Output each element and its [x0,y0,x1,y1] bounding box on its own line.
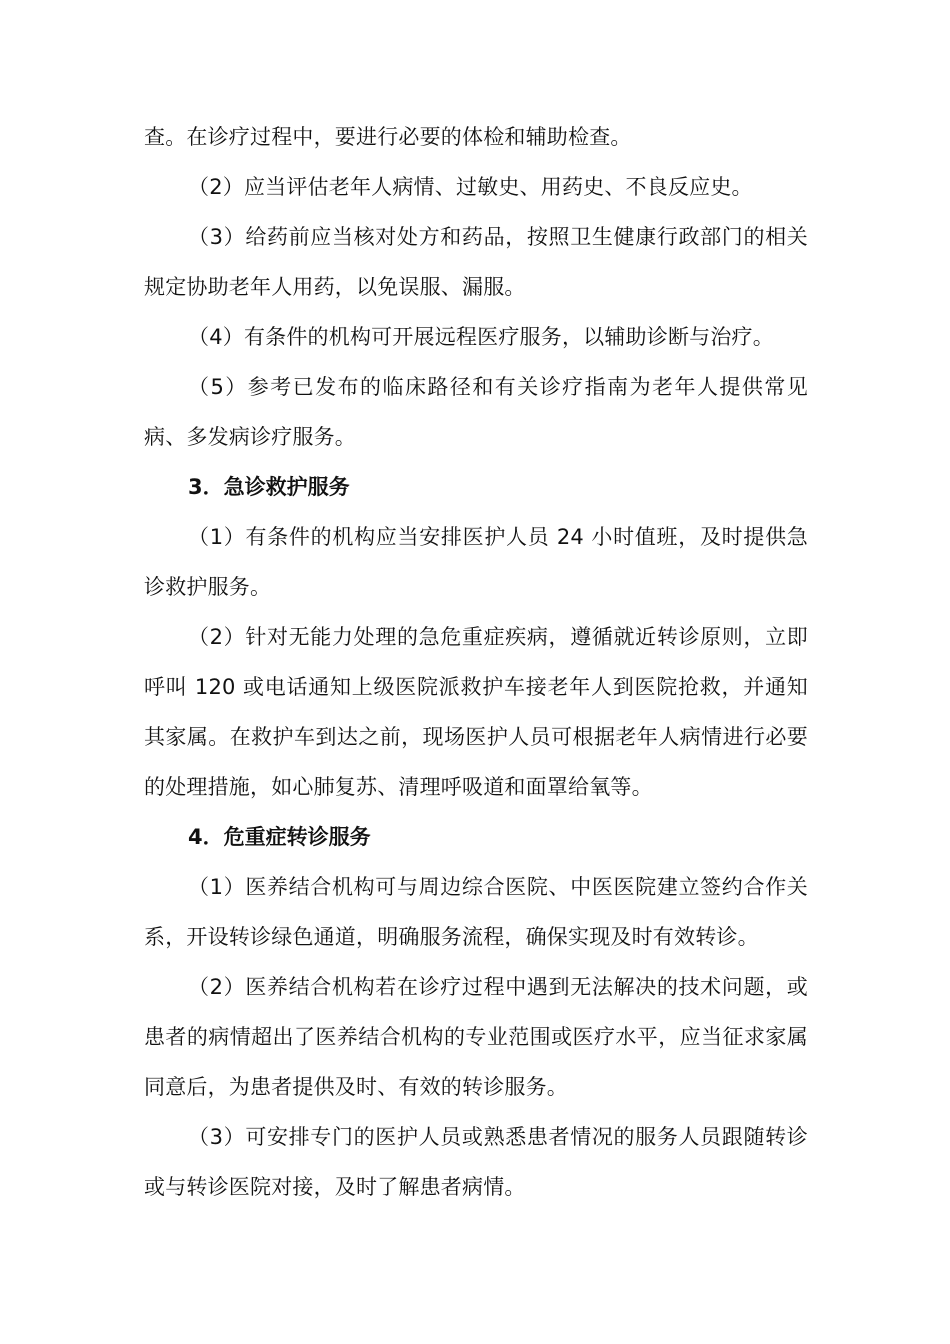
section-heading-emergency: 3．急诊救护服务 [188,475,350,499]
list-item-3-medication: （3）给药前应当核对处方和药品，按照卫生健康行政部门的相关规定协助老年人用药，以免误服、漏服。 [144,225,808,299]
list-item-2-referral-emergency: （2）针对无能力处理的急危重症疾病，遵循就近转诊原则，立即呼叫 120 或电话通知上级医院派救护车接老年人到医院抢救，并通知其家属。在救护车到达之前，现场医护人员可根据老年人病情进行必要的处理措施，如心肺复苏、清理呼吸道和面罩给氧等。 [144,625,808,799]
list-item-5-clinical-path: （5）参考已发布的临床路径和有关诊疗指南为老年人提供常见病、多发病诊疗服务。 [144,375,808,449]
list-item-4-telemedicine: （4）有条件的机构可开展远程医疗服务，以辅助诊断与治疗。 [188,325,774,349]
paragraph-continuation: 查。在诊疗过程中，要进行必要的体检和辅助检查。 [144,125,632,149]
list-item-2-assess: （2）应当评估老年人病情、过敏史、用药史、不良反应史。 [188,175,753,199]
list-item-2-transfer: （2）医养结合机构若在诊疗过程中遇到无法解决的技术问题，或患者的病情超出了医养结合机构的专业范围或医疗水平，应当征求家属同意后，为患者提供及时、有效的转诊服务。 [144,975,808,1099]
document-body [144,112,808,1212]
list-item-1-cooperation: （1）医养结合机构可与周边综合医院、中医医院建立签约合作关系，开设转诊绿色通道，明确服务流程，确保实现及时有效转诊。 [144,875,808,949]
list-item-3-escort: （3）可安排专门的医护人员或熟悉患者情况的服务人员跟随转诊或与转诊医院对接，及时了解患者病情。 [144,1125,808,1199]
section-heading-critical-referral: 4．危重症转诊服务 [188,825,371,849]
list-item-1-on-duty: （1）有条件的机构应当安排医护人员 24 小时值班，及时提供急诊救护服务。 [144,525,808,599]
